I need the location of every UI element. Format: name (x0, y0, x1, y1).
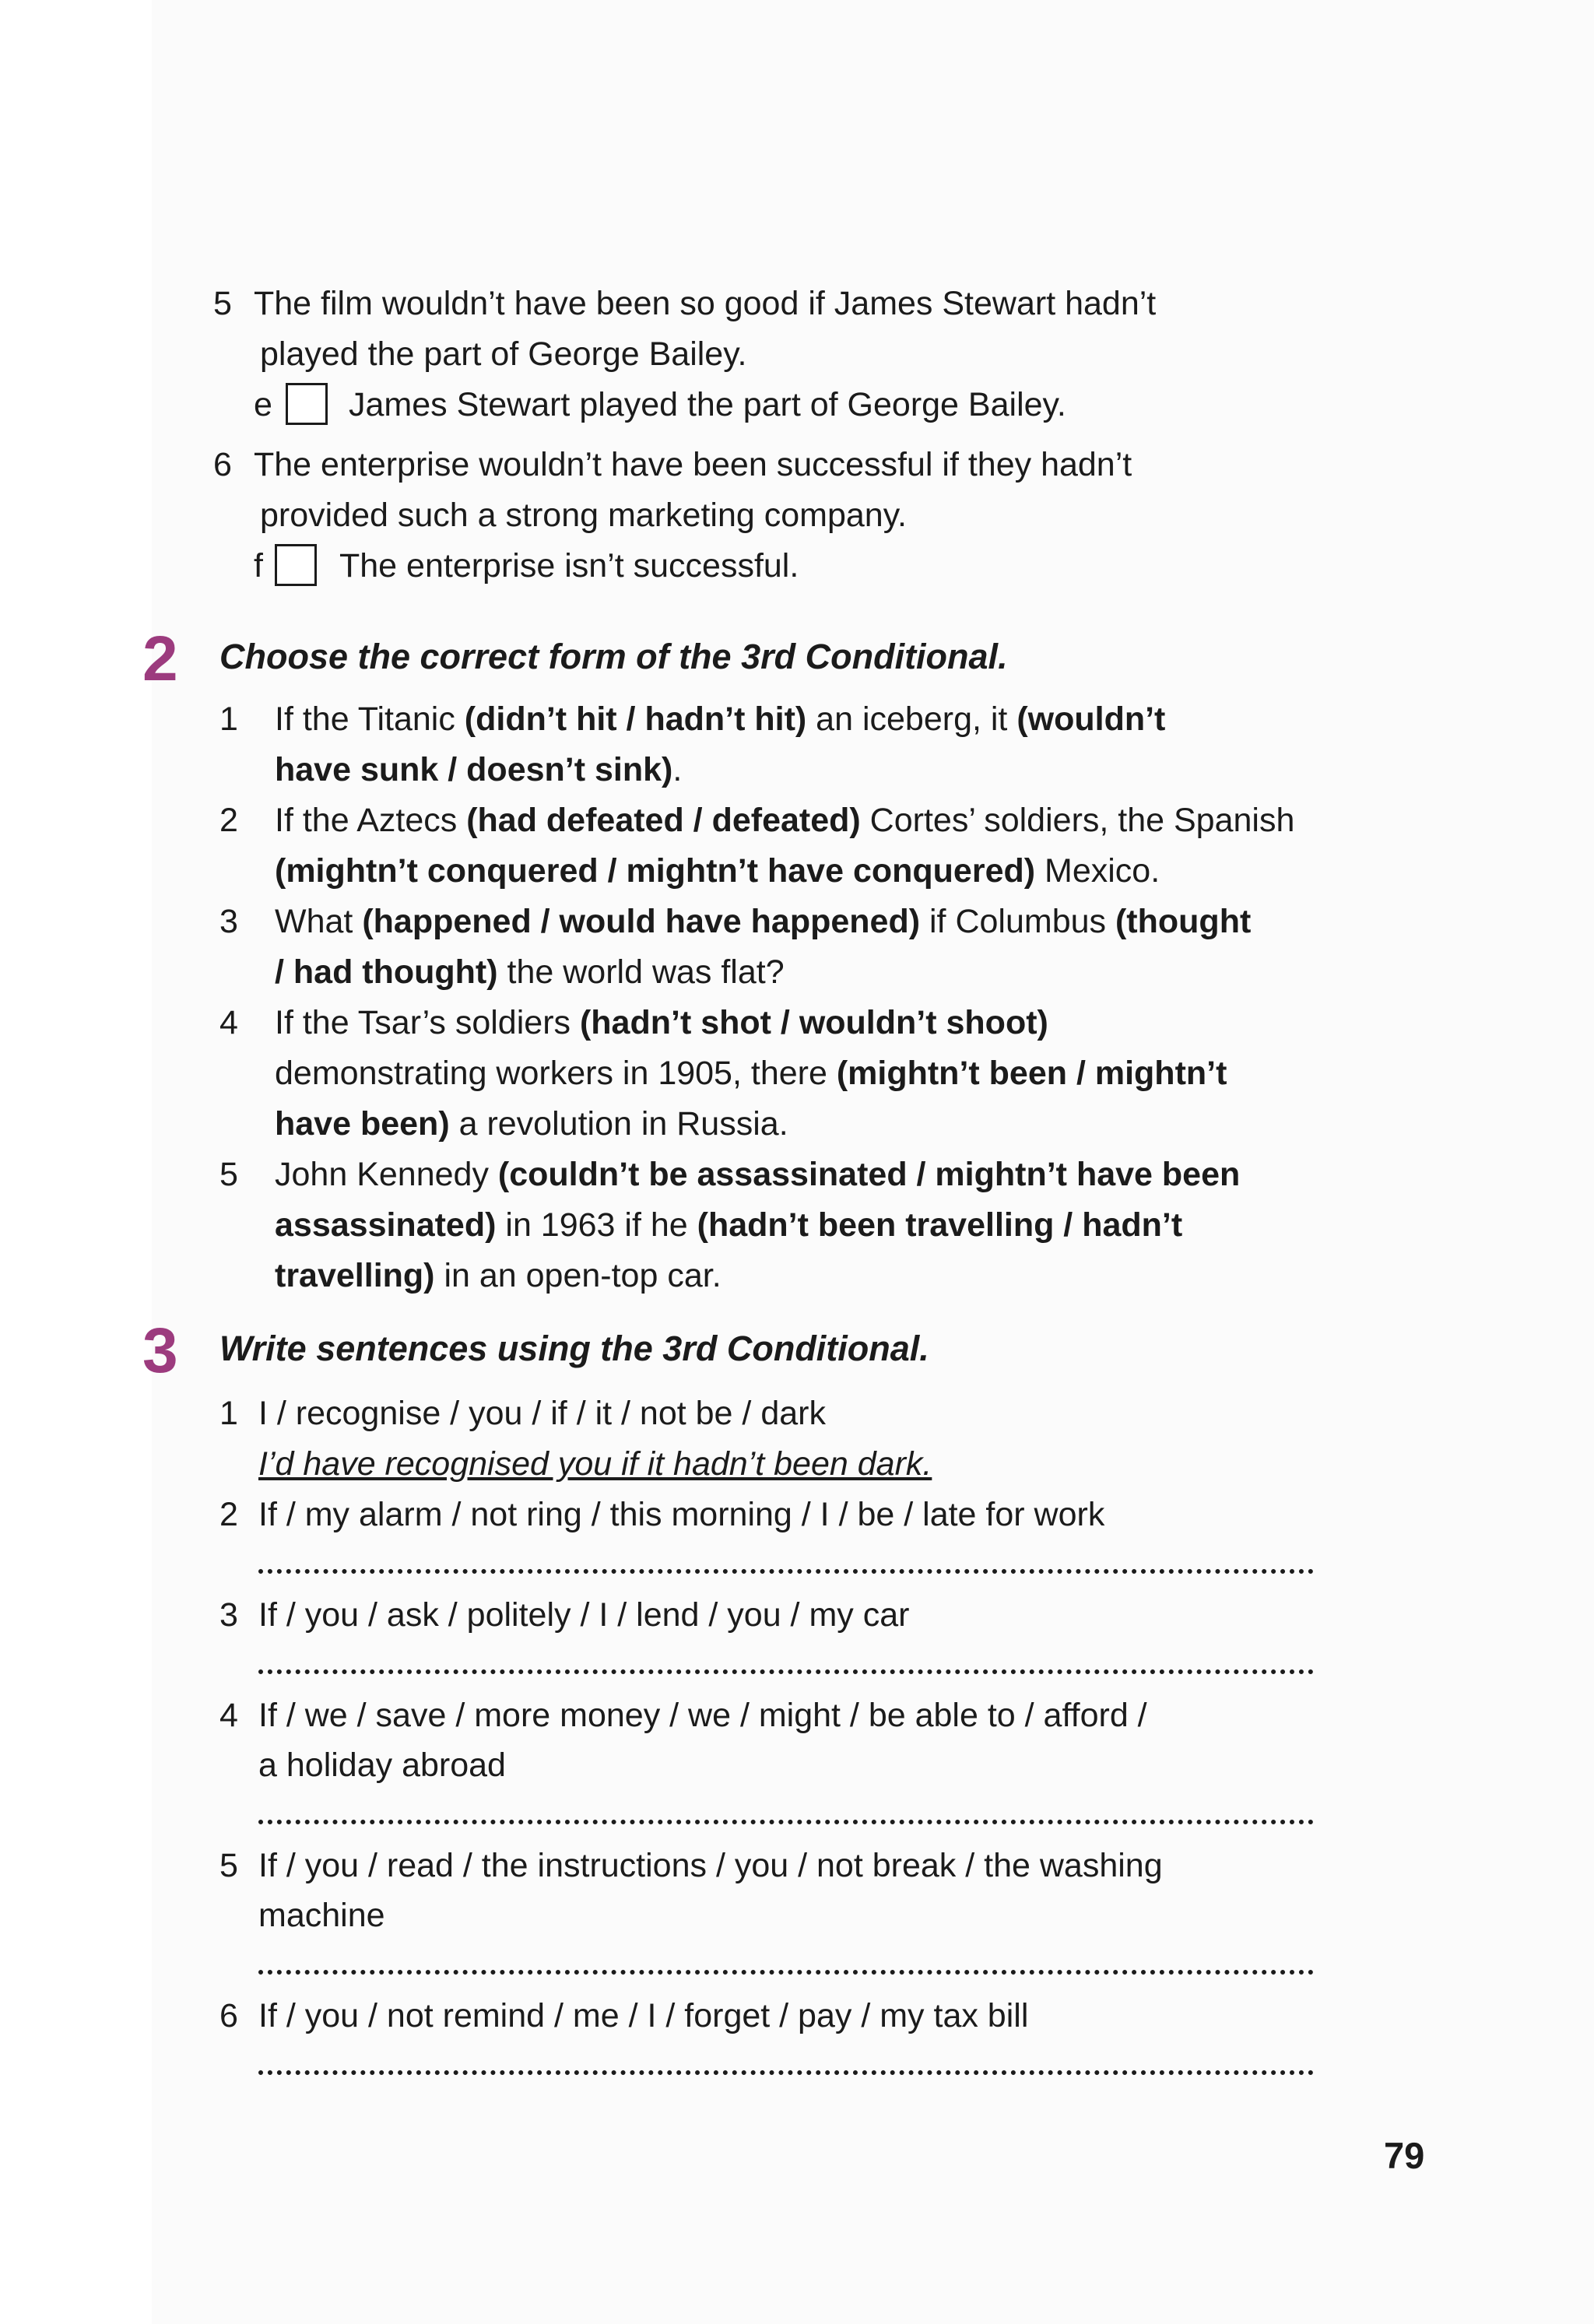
text: in an open-top car. (434, 1257, 722, 1294)
choice: (had defeated / defeated) (466, 802, 861, 839)
item-prompt: If / we / save / more money / we / might / be able to / afford / (258, 1697, 1147, 1734)
item-prompt: If / you / ask / politely / I / lend / you / my car (258, 1596, 910, 1634)
section-number: 3 (142, 1315, 178, 1386)
item-line (275, 998, 1048, 1048)
sentence-line: played the part of George Bailey. (260, 335, 747, 373)
option-letter: e (254, 386, 272, 423)
text: the world was flat? (497, 953, 785, 991)
sentence-line: provided such a strong marketing company. (260, 497, 907, 534)
item-number: 5 (213, 285, 232, 322)
item-line (275, 1251, 722, 1301)
item-number: 1 (219, 700, 238, 738)
item-number: 5 (219, 1156, 238, 1193)
answer-box-e[interactable] (286, 383, 328, 425)
item-line (275, 1048, 1227, 1098)
item-number: 4 (219, 1004, 238, 1041)
item-prompt: machine (258, 1897, 385, 1934)
item-line (275, 846, 1160, 896)
text: If the Titanic (275, 700, 465, 738)
section-title: Write sentences using the 3rd Conditional. (219, 1329, 929, 1368)
item-number: 6 (219, 1997, 238, 2034)
text: demonstrating workers in 1905, there (275, 1055, 837, 1092)
answer-line[interactable] (258, 1569, 1314, 1574)
text: a revolution in Russia. (449, 1105, 788, 1143)
text: Mexico. (1035, 852, 1160, 890)
answer-box-f[interactable] (275, 544, 317, 586)
choice: (hadn’t shot / wouldn’t shoot) (579, 1004, 1048, 1041)
item-number: 1 (219, 1395, 238, 1432)
choice: travelling) (275, 1257, 435, 1294)
choice: (thought (1115, 903, 1252, 940)
option-statement: The enterprise isn’t successful. (339, 547, 799, 585)
text: If the Aztecs (275, 802, 467, 839)
choice: assassinated) (275, 1206, 497, 1244)
item-prompt: a holiday abroad (258, 1747, 506, 1784)
item-line (275, 1150, 1240, 1199)
choice: (happened / would have happened) (362, 903, 921, 940)
choice: / had thought) (275, 953, 498, 991)
sentence-line: The enterprise wouldn’t have been successful if they hadn’t (254, 446, 1132, 483)
item-prompt: If / my alarm / not ring / this morning / I / be / late for work (258, 1496, 1105, 1533)
text: If the Tsar’s soldiers (275, 1004, 580, 1041)
item-line (275, 1099, 788, 1149)
item-prompt: I / recognise / you / if / it / not be / dark (258, 1395, 826, 1432)
choice: have sunk / doesn’t sink) (275, 751, 673, 788)
item-number: 5 (219, 1847, 238, 1884)
choice: have been) (275, 1105, 450, 1143)
choice: (hadn’t been travelling / hadn’t (697, 1206, 1183, 1244)
section-title: Choose the correct form of the 3rd Conditional. (219, 637, 1008, 676)
item-prompt: If / you / not remind / me / I / forget / pay / my tax bill (258, 1997, 1029, 2034)
option-statement: James Stewart played the part of George Bailey. (349, 386, 1066, 423)
answer-line[interactable] (258, 1820, 1314, 1824)
item-line (275, 947, 785, 997)
page-number: 79 (1384, 2135, 1425, 2176)
text: John Kennedy (275, 1156, 498, 1193)
item-line (275, 694, 1165, 744)
answer-line[interactable] (258, 1669, 1314, 1674)
item-number: 6 (213, 446, 232, 483)
choice: (didn’t hit / hadn’t hit) (464, 700, 807, 738)
answer-line[interactable] (258, 2070, 1314, 2075)
text: What (275, 903, 363, 940)
item-number: 3 (219, 903, 238, 940)
item-line (275, 897, 1251, 946)
option-letter: f (254, 547, 263, 585)
item-prompt: If / you / read / the instructions / you / not break / the washing (258, 1847, 1163, 1884)
text: in 1963 if he (496, 1206, 697, 1244)
item-number: 2 (219, 802, 238, 839)
text: . (672, 751, 683, 788)
item-line (275, 1200, 1182, 1250)
item-number: 2 (219, 1496, 238, 1533)
sentence-line: The film wouldn’t have been so good if James Stewart hadn’t (254, 285, 1157, 322)
choice: (mightn’t conquered / mightn’t have conquered) (275, 852, 1036, 890)
text: an iceberg, it (806, 700, 1017, 738)
answer-line[interactable] (258, 1970, 1314, 1975)
choice: (wouldn’t (1016, 700, 1166, 738)
item-number: 4 (219, 1697, 238, 1734)
choice: (couldn’t be assassinated / mightn’t have been (497, 1156, 1241, 1193)
choice: (mightn’t been / mightn’t (836, 1055, 1227, 1092)
item-number: 3 (219, 1596, 238, 1634)
page-margin (0, 0, 152, 2324)
item-line (275, 795, 1294, 845)
example-answer: I’d have recognised you if it hadn’t been dark. (258, 1445, 932, 1483)
text: if Columbus (920, 903, 1115, 940)
item-line (275, 745, 682, 795)
section-number: 2 (142, 623, 178, 694)
text: Cortes’ soldiers, the Spanish (860, 802, 1295, 839)
